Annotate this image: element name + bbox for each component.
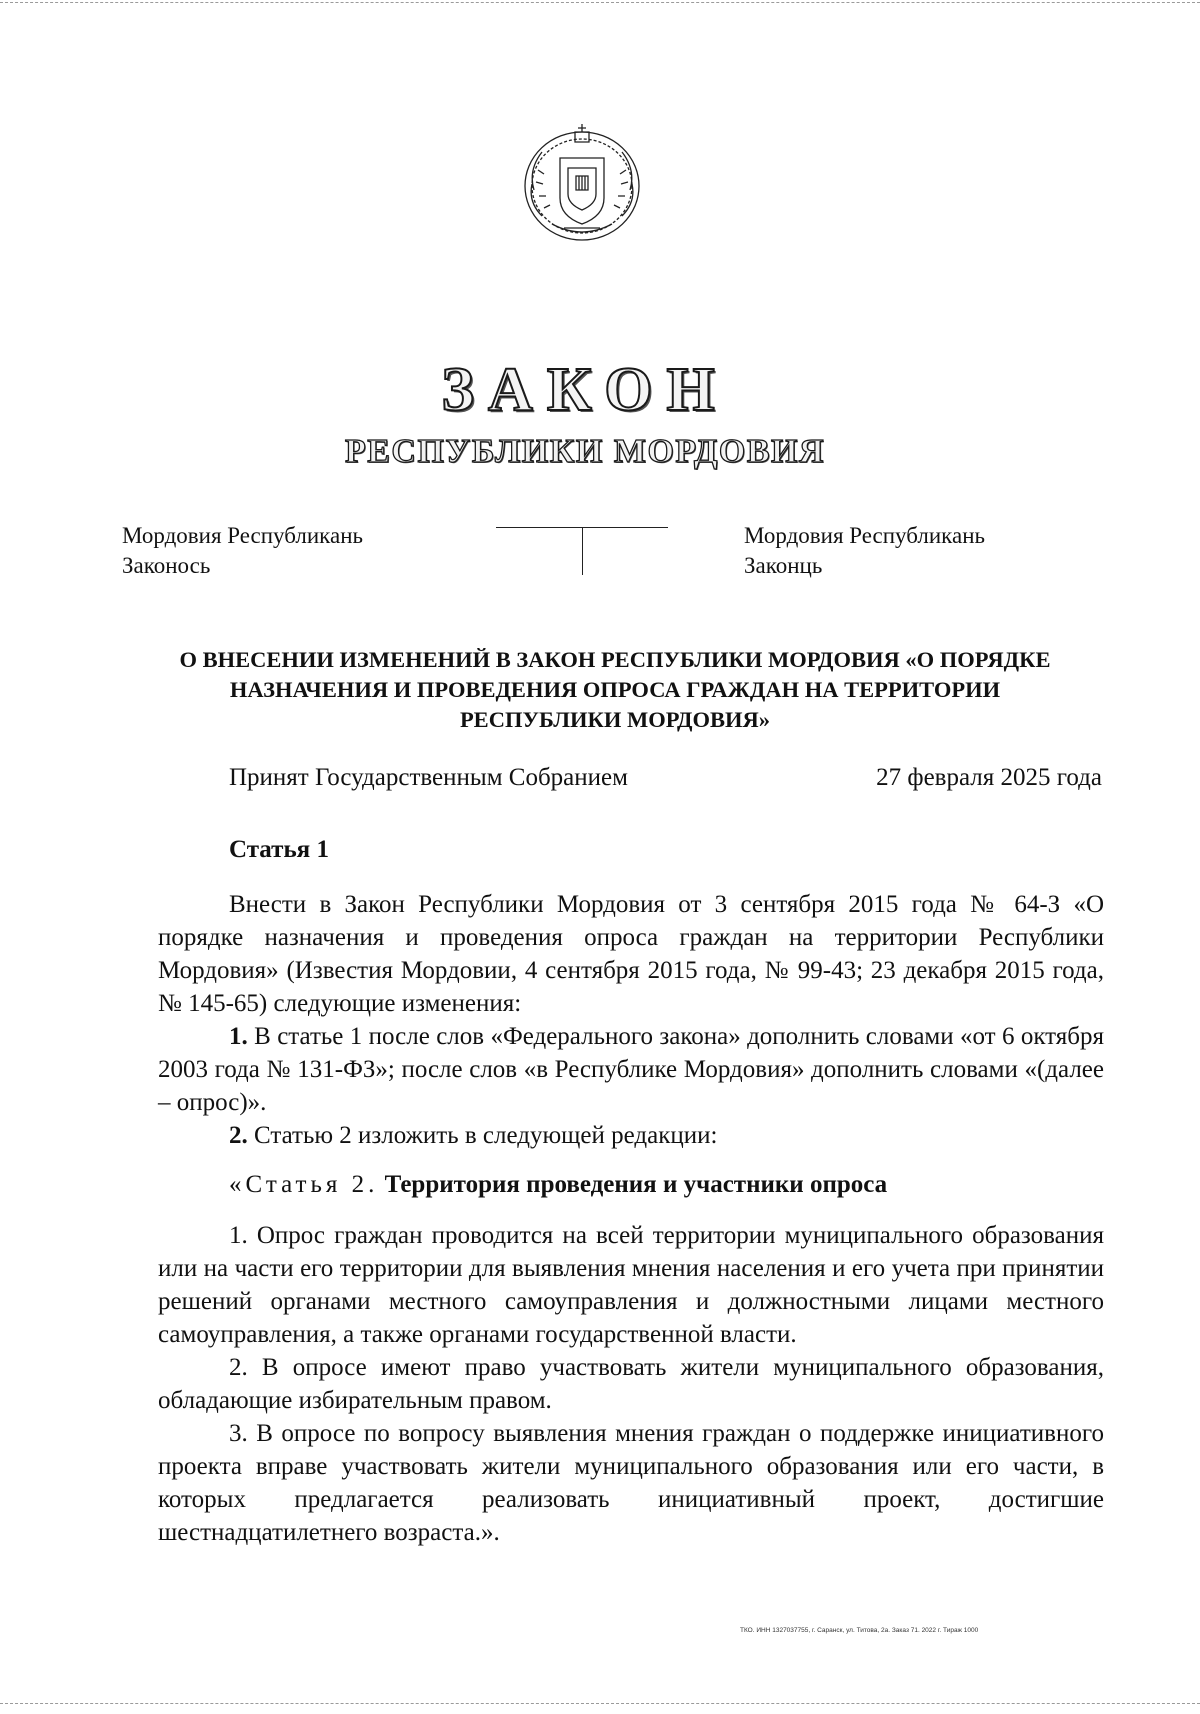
- coat-of-arms-icon: [512, 120, 652, 245]
- article-2-body: [158, 1219, 1104, 1549]
- document-title: ЗАКОН: [441, 356, 729, 424]
- article-1-item-1: [158, 1020, 1104, 1119]
- left-label-line1: Мордовия Республикань: [122, 523, 364, 548]
- article-2-heading-line: [158, 1168, 1104, 1201]
- adoption-date: 27 февраля 2025 года: [876, 764, 1102, 791]
- article-1-title: Статья 1: [229, 836, 329, 863]
- item-1-text: В статье 1 после слов «Федерального закона» дополнить словами «от 6 октября 2003 года № 131-ФЗ»; после слов «в Республике Мордовия» дополнить словами «(далее – опрос)».: [158, 1023, 1104, 1116]
- law-heading: [130, 645, 1100, 735]
- article-2-heading: [158, 1168, 1104, 1201]
- right-language-label: [744, 521, 985, 581]
- item-1-number: 1.: [229, 1023, 248, 1050]
- document-subtitle: РЕСПУБЛИКИ МОРДОВИЯ: [344, 433, 826, 470]
- item-2-number: 2.: [229, 1122, 248, 1149]
- law-heading-line2: НАЗНАЧЕНИЯ И ПРОВЕДЕНИЯ ОПРОСА ГРАЖДАН НА ТЕРРИТОРИИ: [229, 677, 1001, 702]
- article-2-paragraph-1: 1. Опрос граждан проводится на всей территории муниципального образования или на части его территории для выявления мнения населения и его учета при принятии решений органами местного самоуправления и должностными лицами местного самоуправления, а также органами государственной власти.: [158, 1222, 1104, 1348]
- right-label-line2: Законць: [744, 553, 823, 578]
- item-2-text: Статью 2 изложить в следующей редакции:: [254, 1122, 718, 1149]
- left-language-label: [122, 521, 363, 581]
- article-2-paragraph-2: 2. В опросе имеют право участвовать жители муниципального образования, обладающие избирательным правом.: [158, 1354, 1104, 1414]
- scan-top-border: [0, 2, 1200, 3]
- article-1-body: [158, 888, 1104, 1152]
- article-2-title: Территория проведения и участники опроса: [384, 1171, 888, 1198]
- left-label-line2: Законось: [122, 553, 211, 578]
- scan-bottom-border: [0, 1703, 1200, 1704]
- adoption-label: Принят Государственным Собранием: [229, 764, 628, 791]
- article-1-item-2: [158, 1119, 1104, 1152]
- law-heading-line3: РЕСПУБЛИКИ МОРДОВИЯ»: [459, 707, 771, 732]
- article-2-prefix: «Статья 2.: [229, 1171, 379, 1198]
- article-2-paragraph-3: 3. В опросе по вопросу выявления мнения граждан о поддержке инициативного проекта вправе участвовать жители муниципального образования или его части, в которых предлагается реализовать инициативный проект, достигшие шестнадцатилетнего возраста.».: [158, 1420, 1104, 1546]
- law-heading-line1: О ВНЕСЕНИИ ИЗМЕНЕНИЙ В ЗАКОН РЕСПУБЛИКИ МОРДОВИЯ «О ПОРЯДКЕ: [179, 647, 1051, 672]
- article-1-intro: Внести в Закон Республики Мордовия от 3 сентября 2015 года № 64-З «О порядке назначения и проведения опроса граждан на территории Республики Мордовия» (Известия Мордовии, 4 сентября 2015 года, № 99-43; 23 декабря 2015 года, № 145-65) следующие изменения:: [158, 891, 1104, 1017]
- header-divider-vertical: [582, 527, 583, 575]
- right-label-line1: Мордовия Республикань: [744, 523, 986, 548]
- print-imprint: ТКО. ИНН 1327037755, г. Саранск, ул. Титова, 2а. Заказ 71. 2022 г. Тираж 1000: [740, 1627, 979, 1634]
